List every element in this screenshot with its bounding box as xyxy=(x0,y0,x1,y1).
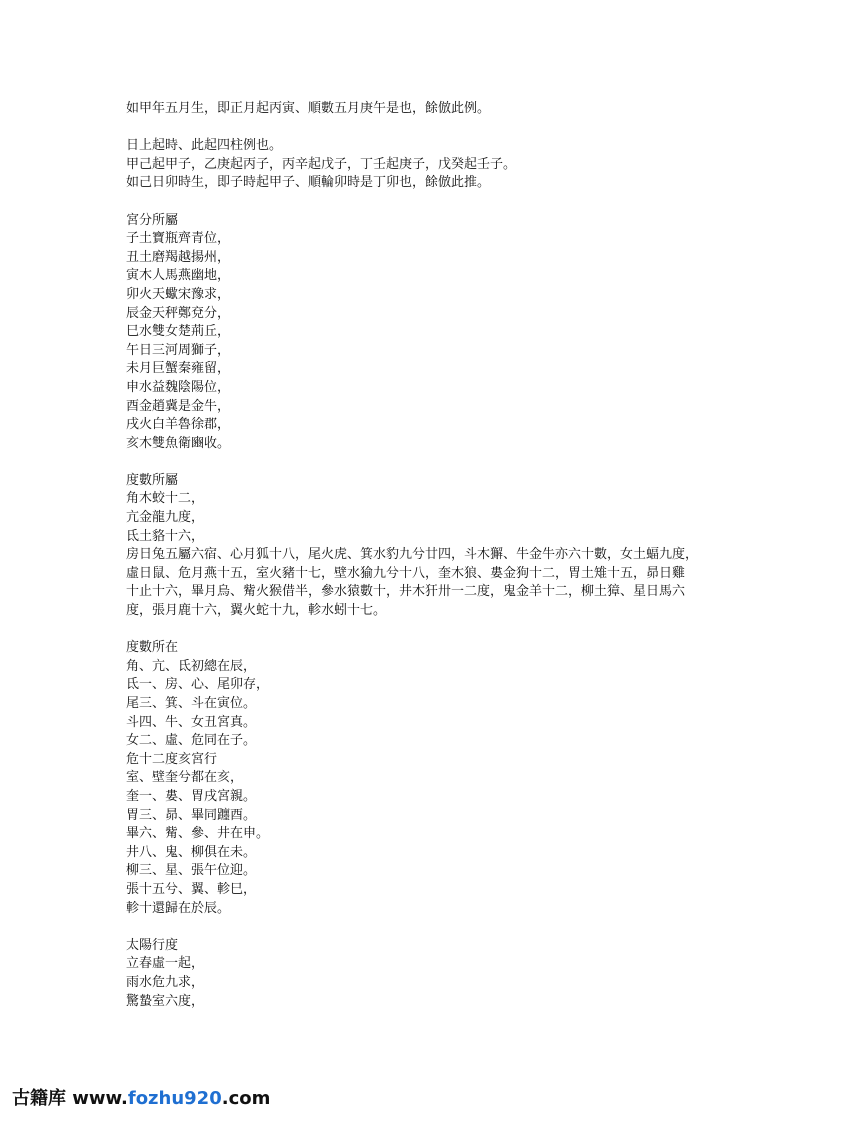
text-line: 酉金趙冀是金牛， xyxy=(126,398,231,414)
text-line: 虛日鼠、危月燕十五，室火豬十七，壁水㺄九兮十八，奎木狼、婁金狗十二，胃土雉十五，昴日雞 xyxy=(126,565,686,581)
text-line: 氐一、房、心、尾卯存， xyxy=(126,677,270,693)
text-line: 角木蛟十二， xyxy=(126,491,205,507)
text-line: 辰金天秤鄭兗分， xyxy=(126,305,231,321)
text-line: 柳三、星、張午位迎。 xyxy=(126,863,257,879)
text-line: 巳水雙女楚荊丘， xyxy=(126,324,231,340)
text-line: 畢六、觜、參、井在申。 xyxy=(126,826,270,842)
text-line: 危十二度亥宮行 xyxy=(126,751,218,767)
text-line: 如己日卯時生，即子時起甲子、順輪卯時是丁卯也，餘倣此推。 xyxy=(126,175,491,191)
watermark-footer xyxy=(12,1087,270,1111)
paragraph xyxy=(126,212,766,454)
text-line: 室、壁奎兮都在亥， xyxy=(126,770,244,786)
text-line: 亥木雙魚衛豳收。 xyxy=(126,435,231,451)
text-line: 寅木人馬燕幽地， xyxy=(126,268,231,284)
text-line: 卯火天蠍宋豫求， xyxy=(126,286,231,302)
text-line: 房日兔五屬六宿、心月狐十八，尾火虎、箕水豹九兮廿四，斗木獬、牛金牛亦六十數，女土蝠九度， xyxy=(126,547,699,563)
text-line: 軫十還歸在於辰。 xyxy=(126,900,231,916)
watermark-brand: 古籍库 xyxy=(12,1088,66,1109)
text-line: 如甲年五月生，即正月起丙寅、順數五月庚午是也，餘倣此例。 xyxy=(126,101,491,116)
section-heading-line: 度數所在 xyxy=(126,640,179,656)
text-line: 雨水危九求， xyxy=(126,974,205,990)
paragraph-gap xyxy=(126,119,766,138)
text-line: 胃三、昴、畢同躔酉。 xyxy=(126,807,257,823)
text-line: 亢金龍九度， xyxy=(126,510,205,526)
text-line: 女二、虛、危同在子。 xyxy=(126,733,257,749)
text-line: 奎一、婁、胃戌宮親。 xyxy=(126,788,257,804)
paragraph xyxy=(126,137,766,193)
text-line: 戌火白羊魯徐郡， xyxy=(126,417,231,433)
paragraph xyxy=(126,937,766,1011)
paragraph-gap xyxy=(126,621,766,640)
text-line: 午日三河周獅子， xyxy=(126,342,231,358)
section-heading-line: 太陽行度 xyxy=(126,937,179,953)
text-line: 尾三、箕、斗在寅位。 xyxy=(126,696,257,711)
paragraph xyxy=(126,472,766,621)
text-line: 未月巨蟹秦雍留， xyxy=(126,361,231,377)
paragraph-gap xyxy=(126,453,766,472)
text-line: 十止十六，畢月烏、觜火猴借半，參水猿數十，井木犴卅一二度，鬼金羊十二，柳土獐、星日馬六 xyxy=(126,584,686,600)
section-heading-line: 宮分所屬 xyxy=(126,212,179,228)
text-line: 立春虛一起， xyxy=(126,956,205,972)
text-line: 斗四、牛、女丑宮真。 xyxy=(126,714,257,730)
section-heading-line: 度數所屬 xyxy=(126,472,179,488)
paragraph xyxy=(126,639,766,918)
paragraph xyxy=(126,100,766,119)
paragraph-gap xyxy=(126,918,766,937)
text-line: 申水益魏陰陽位， xyxy=(126,379,231,395)
paragraph-gap xyxy=(126,193,766,212)
text-line: 角、亢、氐初總在辰， xyxy=(126,658,257,674)
text-line: 驚蟄室六度， xyxy=(126,993,205,1009)
text-line: 丑土磨羯越揚州， xyxy=(126,249,231,265)
text-line: 度，張月鹿十六，翼火蛇十九，軫水蚓十七。 xyxy=(126,603,387,619)
text-line: 甲己起甲子，乙庚起丙子，丙辛起戊子，丁壬起庚子，戊癸起壬子。 xyxy=(126,156,517,172)
text-line: 井八、鬼、柳俱在未。 xyxy=(126,844,257,860)
watermark-site: www.fozhu920.com xyxy=(72,1088,271,1109)
text-line: 張十五兮、翼、軫巳， xyxy=(126,881,257,897)
document-body xyxy=(126,100,766,1011)
section-heading-line: 日上起時、此起四柱例也。 xyxy=(126,138,283,154)
text-line: 氐土貉十六， xyxy=(126,528,205,544)
text-line: 子土寶瓶齊青位， xyxy=(126,231,231,247)
